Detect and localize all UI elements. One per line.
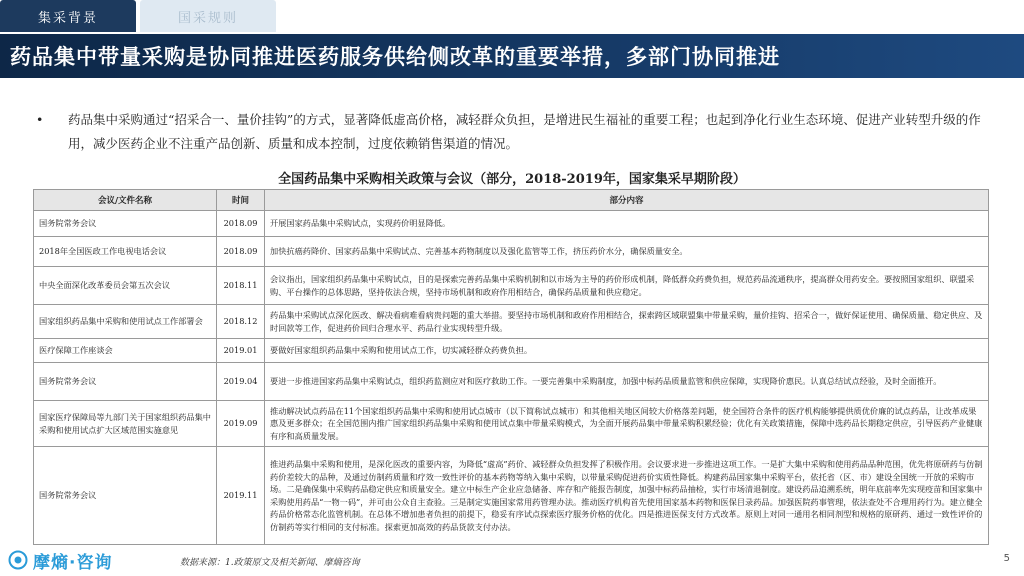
policy-table: [33, 189, 989, 545]
cell-time: 2019.11: [217, 447, 265, 545]
section-tabs: [0, 0, 1024, 32]
cell-name: 国务院常务会议: [34, 211, 217, 237]
header-content: 部分内容: [265, 190, 989, 211]
cell-time: 2019.04: [217, 363, 265, 401]
intro-text: 药品集中采购通过“招采合一、量价挂钩”的方式，显著降低虚高价格，减轻群众负担，是增进民生福祉的重要工程；也起到净化行业生态环境、促进产业转型升级的作用，减少医药企业不注重产品创新、质量和成本控制，过度依赖销售渠道的情况。: [68, 112, 981, 151]
logo-text: 摩熵·咨询: [33, 552, 113, 573]
brand-logo: [8, 548, 112, 572]
cell-time: 2019.09: [217, 401, 265, 447]
data-source: 数据来源：1.政策原文及相关新闻、摩熵咨询: [180, 558, 360, 568]
table-title: 全国药品集中采购相关政策与会议（部分，2018-2019年，国家集采早期阶段）: [278, 172, 746, 187]
table-row: [34, 305, 989, 339]
cell-name: 医疗保障工作座谈会: [34, 339, 217, 363]
cell-name: 国务院常务会议: [34, 447, 217, 545]
cell-name: 国务院常务会议: [34, 363, 217, 401]
cell-content: 要做好国家组织药品集中采购和使用试点工作，切实减轻群众药费负担。: [265, 339, 989, 363]
table-row: [34, 447, 989, 545]
table-row: [34, 363, 989, 401]
cell-time: 2018.11: [217, 267, 265, 305]
cell-content: 会议指出，国家组织药品集中采购试点，目的是探索完善药品集中采购机制和以市场为主导的药价形成机制，降低群众药费负担，规范药品流通秩序，提高群众用药安全。要按照国家组织、联盟采购、平台操作的总体思路，坚持依法合规，坚持市场机制和政府作用相结合，确保药品质量和供应稳定。: [265, 267, 989, 305]
cell-content: 药品集中采购试点深化医改、解决看病难看病贵问题的重大举措。要坚持市场机制和政府作用相结合，探索跨区域联盟集中带量采购，量价挂钩、招采合一，做好保证使用、确保质量、稳定供应、及时回款等工作，促进药价回归合理水平、药品行业实现转型升级。: [265, 305, 989, 339]
cell-time: 2018.09: [217, 211, 265, 237]
table-row: [34, 211, 989, 237]
table-row: [34, 237, 989, 267]
table-row: [34, 267, 989, 305]
cell-time: 2018.09: [217, 237, 265, 267]
page-title: 药品集中带量采购是协同推进医药服务供给侧改革的重要举措，多部门协同推进: [0, 34, 1024, 78]
cell-time: 2018.12: [217, 305, 265, 339]
cell-content: 加快抗癌药降价、国家药品集中采购试点、完善基本药物制度以及强化监管等工作，挤压药价水分，确保质量安全。: [265, 237, 989, 267]
cell-name: 国家医疗保障局等九部门关于国家组织药品集中采购和使用试点扩大区域范围实施意见: [34, 401, 217, 447]
cell-content: 开展国家药品集中采购试点，实现药价明显降低。: [265, 211, 989, 237]
cell-content: 推动解决试点药品在11个国家组织药品集中采购和使用试点城市（以下简称试点城市）和其他相关地区间较大价格落差问题，使全国符合条件的医疗机构能够提供质优价廉的试点药品，让改革成果惠及更多群众；在全国范围内推广国家组织药品集中采购和使用试点集中带量采购模式，为全面开展药品集中带量采购积累经验；优化有关政策措施，保障中选药品长期稳定供应，引导医药产业健康有序和高质量发展。: [265, 401, 989, 447]
table-row: [34, 401, 989, 447]
tab-guocai-rules[interactable]: 国采规则: [140, 0, 276, 32]
header-time: 时间: [217, 190, 265, 211]
table-header-row: [34, 190, 989, 211]
tab-jicai-background[interactable]: 集采背景: [0, 0, 136, 32]
page-number: 5: [1003, 553, 1010, 564]
bullet-marker: •: [36, 112, 44, 127]
table-row: [34, 339, 989, 363]
cell-name: 国家组织药品集中采购和使用试点工作部署会: [34, 305, 217, 339]
cell-content: 推进药品集中采购和使用，是深化医改的重要内容，为降低“虚高”药价、减轻群众负担发挥了积极作用。会议要求进一步推进这项工作。一是扩大集中采购和使用药品品种范围，优先将原研药与仿制药价差较大的品种，及通过仿制药质量和疗效一致性评价的基本药物等纳入集中采购，以带量采购促进药价实质性降低。构建药品国家集中采购平台，依托省（区、市）建设全国统一开放的采购市场。二是确保集中采购药品稳定供应和质量安全。建立中标生产企业应急储备、库存和产能报告制度，加强中标药品抽检，实行市场清退制度。建设药品追溯系统，明年底前率先实现疫苗和国家集中采购使用药品“一物一码”，并可由公众自主查验。三是制定实施国家常用药管理办法。推动医疗机构首先使用国家基本药物和医保目录药品。加强医院药事管理，依法查处不合理用药行为。建立健全药品价格常态化监管机制。在总体不增加患者负担的前提下，稳妥有序试点探索医疗服务价格的优化。四是推进医保支付方式改革。原则上对同一通用名相同剂型和规格的原研药、通过一致性评价的仿制药等实行相同的支付标准。探索更加高效的药品货款支付办法。: [265, 447, 989, 545]
cell-time: 2019.01: [217, 339, 265, 363]
header-name: 会议/文件名称: [34, 190, 217, 211]
intro-bullet: [36, 108, 996, 156]
cell-name: 中央全面深化改革委员会第五次会议: [34, 267, 217, 305]
logo-icon: [8, 550, 28, 570]
cell-name: 2018年全国医政工作电视电话会议: [34, 237, 217, 267]
cell-content: 要进一步推进国家药品集中采购试点，组织药监测应对和医疗救助工作。一要完善集中采购制度，加强中标药品质量监管和供应保障，实现降价惠民。认真总结试点经验，及时全面推开。: [265, 363, 989, 401]
